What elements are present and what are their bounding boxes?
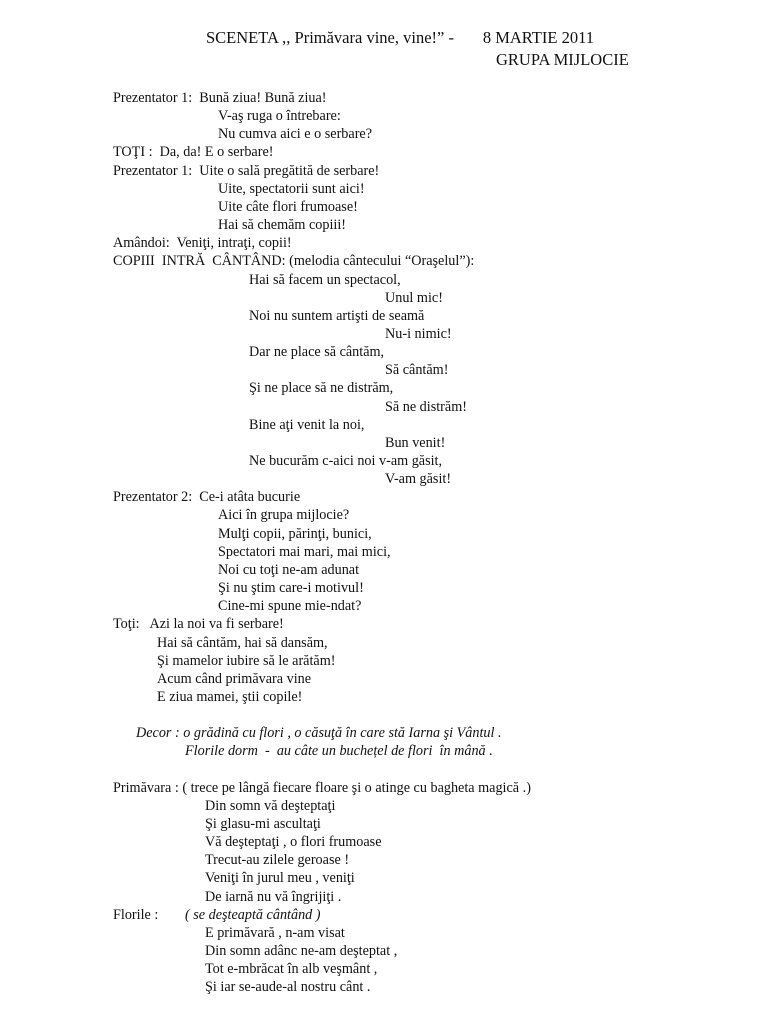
script-line: Uite, spectatorii sunt aici!	[218, 180, 365, 197]
script-line: Nu-i nimic!	[385, 325, 452, 342]
script-line: Amândoi: Veniţi, intraţi, copii!	[113, 235, 292, 252]
script-line: Şi mamelor iubire să le arătăm!	[157, 652, 336, 669]
script-line: Prezentator 1: Uite o sală pregătită de serbare!	[113, 162, 380, 179]
script-line: Unul mic!	[385, 289, 443, 306]
script-line: Bine aţi venit la noi,	[249, 416, 365, 433]
script-line: Florile :	[113, 906, 159, 923]
script-line: Hai să cântăm, hai să dansăm,	[157, 634, 328, 651]
script-line: Aici în grupa mijlocie?	[218, 507, 350, 524]
script-line: Spectatori mai mari, mai mici,	[218, 543, 391, 560]
script-line: V-aş ruga o întrebare:	[218, 108, 341, 125]
script-line: Toţi: Azi la noi va fi serbare!	[113, 616, 284, 633]
script-line: Cine-mi spune mie-ndat?	[218, 598, 362, 615]
script-line: E ziua mamei, ştii copile!	[157, 688, 303, 705]
script-line: Să cântăm!	[385, 362, 449, 379]
script-line: Decor : o grădină cu flori , o căsuţă în care stă Iarna şi Vântul .	[136, 725, 502, 742]
script-line: Trecut-au zilele geroase !	[205, 852, 350, 869]
script-line: Tot e-mbrăcat în alb veşmânt ,	[205, 961, 378, 978]
script-line: TOŢI : Da, da! E o serbare!	[113, 144, 274, 161]
header-title: SCENETA ,, Primăvara vine, vine!” - 8 MARTIE 2011	[206, 28, 594, 47]
script-line: Noi cu toţi ne-am adunat	[218, 561, 360, 578]
script-line: E primăvară , n-am visat	[205, 924, 345, 941]
script-line: Hai să facem un spectacol,	[249, 271, 401, 288]
script-line: Dar ne place să cântăm,	[249, 344, 385, 361]
script-line: Şi glasu-mi ascultaţi	[205, 816, 321, 832]
script-line: Ne bucurăm c-aici noi v-am găsit,	[249, 453, 443, 469]
script-line: Florile dorm - au câte un buchețel de flori în mână .	[185, 743, 493, 760]
script-line: COPIII INTRĂ CÂNTÂND: (melodia cântecului “Oraşelul”):	[113, 253, 475, 270]
script-line: Şi ne place să ne distrăm,	[249, 380, 394, 397]
script-line: Noi nu suntem artişti de seamă	[249, 307, 425, 324]
script-line: Veniţi în jurul meu , veniţi	[205, 870, 355, 887]
script-line: Uite câte flori frumoase!	[218, 198, 358, 215]
script-line: De iarnă nu vă îngrijiţi .	[205, 888, 342, 905]
script-line: Prezentator 2: Ce-i atâta bucurie	[113, 489, 301, 506]
script-line: Bun venit!	[385, 434, 446, 451]
script-line: Primăvara : ( trece pe lângă fiecare floare şi o atinge cu bagheta magică .)	[113, 779, 531, 796]
header-group: GRUPA MIJLOCIE	[496, 50, 629, 69]
stage-direction: ( se deşteaptă cântând )	[185, 906, 321, 923]
script-line: Să ne distrăm!	[385, 398, 467, 415]
script-line: V-am găsit!	[385, 471, 452, 488]
script-line: Şi iar se-aude-al nostru cânt .	[205, 979, 371, 996]
script-line: Din somn adânc ne-am deşteptat ,	[205, 943, 398, 960]
script-line: Mulţi copii, părinţi, bunici,	[218, 525, 372, 542]
script-line: Din somn vă deşteptaţi	[205, 797, 336, 814]
script-line: Prezentator 1: Bună ziua! Bună ziua!	[113, 90, 327, 106]
script-line: Vă deşteptaţi , o flori frumoase	[205, 834, 382, 851]
script-line: Şi nu ştim care-i motivul!	[218, 580, 364, 597]
script-line: Acum când primăvara vine	[157, 670, 312, 687]
script-line: Nu cumva aici e o serbare?	[218, 126, 373, 143]
script-line: Hai să chemăm copiii!	[218, 217, 347, 234]
